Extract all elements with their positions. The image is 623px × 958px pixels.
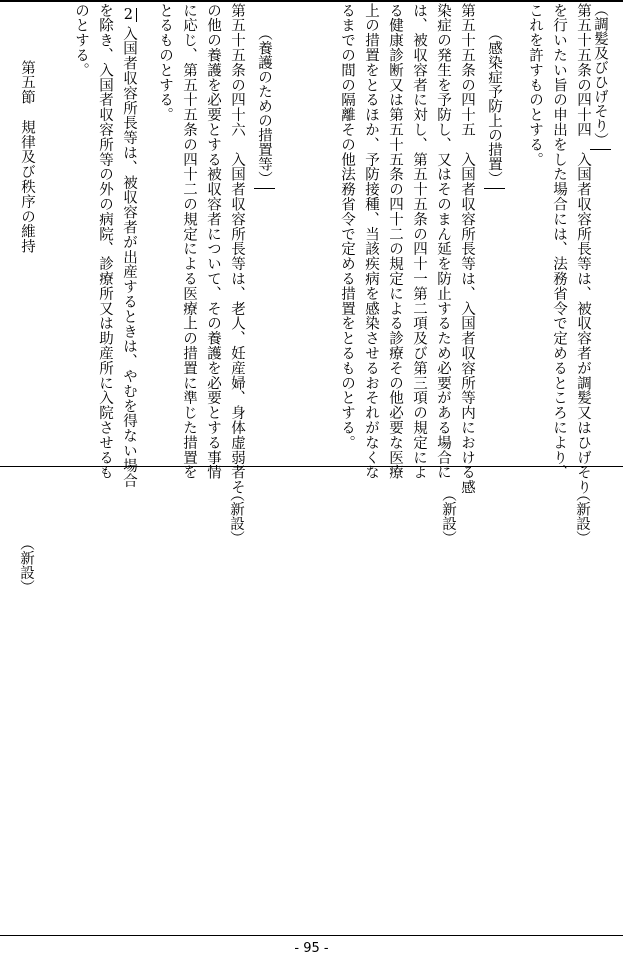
art45-line1: 第五十五条の四十五 入国者収容所長等は、入国者収容所等内における感 — [459, 3, 475, 495]
art46-p2-line2: を除き、入国者収容所等の外の病院、診療所又は助産所に入院させるも — [97, 3, 113, 480]
column-divider-rule — [0, 466, 623, 467]
art45-line2: 染症の発生を予防し、又はそのまん延を防止するため必要がある場合に — [435, 3, 451, 480]
art46-p2-line1: 入国者収容所長等は、被収容者が出産するときは、やむを得ない場合 — [121, 26, 137, 488]
art46-p2-line3: のとする。 — [73, 3, 89, 78]
art45-line5: 上の措置をとるほか、予防接種、当該疾病を感染させるおそれがなくな — [363, 3, 379, 480]
section5-heading: 第五節 規律及び秩序の維持 — [19, 60, 35, 254]
art46-line4: とるものとする。 — [157, 3, 173, 123]
art44-line3: これを許すものとする。 — [527, 3, 543, 167]
art44-line2: を行いたい旨の申出をした場合には、法務省令で定めるところにより、 — [551, 3, 567, 480]
paragraph-number: 2 — [124, 8, 137, 22]
bottom-rule — [0, 935, 623, 936]
heading-hair: （調髪及びひげそり） — [590, 2, 611, 150]
art45-line3: は、被収容者に対し、第五十五条の四十一第二項及び第三項の規定によ — [411, 3, 427, 480]
art46-line1: 第五十五条の四十六 入国者収容所長等は、老人、妊産婦、身体虚弱者そ — [229, 3, 245, 495]
art45-line6: るまでの間の隔離その他法務省令で定める措置をとるものとする。 — [339, 3, 355, 450]
new-label-section5: （新設） — [18, 536, 34, 594]
heading-infection: （感染症予防上の措置） — [484, 26, 505, 189]
new-label-art46: （新設） — [228, 487, 244, 545]
art44-line1: 第五十五条の四十四 入国者収容所長等は、被収容者が調髪又はひげそり — [575, 3, 591, 495]
art46-line3: に応じ、第五十五条の四十二の規定による医療上の措置に準じた措置を — [181, 3, 197, 480]
new-label-art44: （新設） — [574, 487, 590, 545]
heading-care: （養護のための措置等） — [254, 26, 275, 189]
new-label-art45: （新設） — [440, 487, 456, 545]
page-number: - 95 - — [294, 941, 329, 956]
art46-line2: の他の養護を必要とする被収容者について、その養護を必要とする事情 — [205, 3, 221, 480]
top-rule — [0, 0, 623, 2]
art45-line4: る健康診断又は第五十五条の四十二の規定による診療その他必要な医療 — [387, 3, 403, 480]
